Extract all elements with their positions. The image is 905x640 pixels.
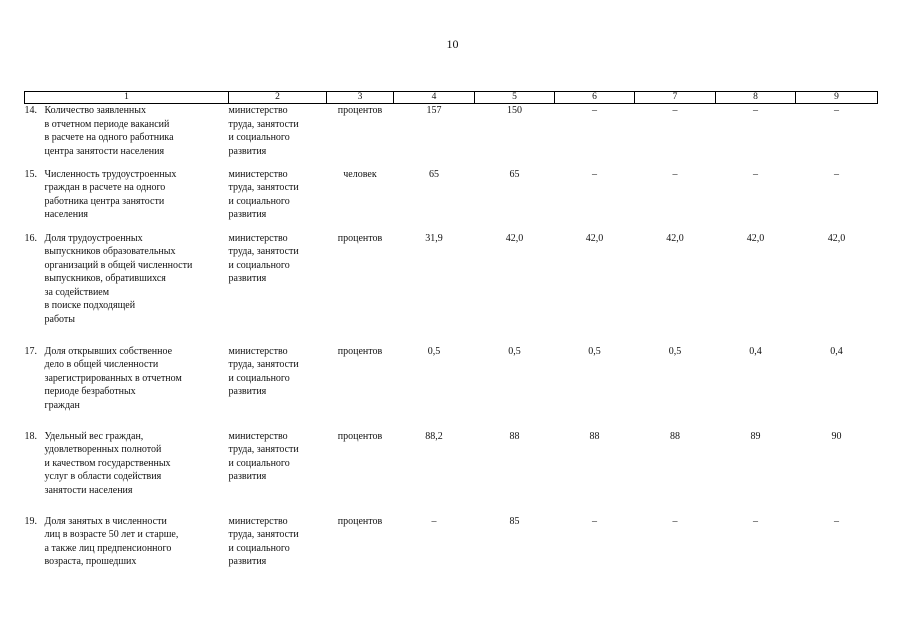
- ministry-line: труда, занятости: [228, 444, 299, 455]
- table-row: [25, 104, 878, 168]
- indicator-name-line: центра занятости населения: [44, 145, 165, 157]
- indicator-name: [45, 345, 229, 430]
- ministry-line: министерство: [228, 105, 288, 116]
- col-header-2: 2: [229, 92, 327, 104]
- col-header-4: 4: [394, 92, 475, 104]
- ministry-line: и социального: [228, 259, 290, 271]
- ministry-line: развития: [228, 556, 267, 567]
- value-col-9: 0,4: [830, 345, 843, 357]
- table-row: [25, 232, 878, 345]
- unit-of-measure: процентов: [337, 105, 383, 116]
- responsible-ministry: [229, 515, 327, 585]
- value-col-7: 88: [670, 430, 680, 442]
- ministry-line: и социального: [228, 542, 290, 554]
- ministry-line: труда, занятости: [228, 118, 299, 130]
- table-body: [25, 104, 878, 585]
- indicator-name-line: занятости населения: [44, 484, 133, 496]
- col-header-9: 9: [796, 92, 878, 104]
- ministry-line: министерство: [228, 430, 288, 442]
- value-col-7: 0,5: [668, 345, 682, 357]
- indicator-name-line: за содействием: [44, 286, 110, 298]
- ministry-line: развития: [228, 471, 267, 482]
- value-col-4: 31,9: [425, 232, 443, 244]
- value-col-4: 65: [429, 168, 439, 180]
- indicator-name-line: Доля занятых в численности: [44, 515, 167, 527]
- row-number: 19.: [24, 515, 37, 527]
- value-col-6: 88: [589, 430, 600, 442]
- indicator-name: [45, 104, 229, 168]
- indicator-name-line: Доля открывших собственное: [44, 345, 173, 357]
- row-number: 18.: [24, 430, 37, 442]
- value-col-6: 42,0: [585, 232, 604, 244]
- ministry-line: и социального: [228, 457, 290, 469]
- ministry-line: министерство: [228, 345, 288, 357]
- value-col-9: –: [834, 515, 839, 527]
- responsible-ministry: [229, 168, 327, 232]
- value-col-8: –: [753, 168, 758, 180]
- indicator-name-line: Количество заявленных: [44, 105, 146, 116]
- value-col-4: 88,2: [425, 430, 443, 442]
- ministry-line: министерство: [228, 515, 288, 527]
- unit-of-measure: человек: [343, 168, 377, 180]
- indicator-name-line: в отчетном периоде вакансий: [44, 118, 170, 130]
- indicator-name-line: работника центра занятости: [44, 195, 165, 207]
- indicator-name-line: Численность трудоустроенных: [44, 168, 177, 180]
- value-col-4: 0,5: [427, 345, 441, 357]
- ministry-line: развития: [228, 209, 267, 220]
- col-header-8: 8: [716, 92, 796, 104]
- indicator-name-line: Удельный вес граждан,: [44, 430, 144, 442]
- ministry-line: развития: [228, 386, 267, 397]
- table-row: [25, 168, 878, 232]
- indicator-name-line: населения: [44, 209, 89, 220]
- col-header-5: 5: [475, 92, 555, 104]
- value-col-6: –: [592, 168, 597, 180]
- value-col-5: 65: [509, 168, 520, 180]
- unit-of-measure: процентов: [337, 345, 383, 357]
- value-col-7: –: [672, 168, 678, 180]
- indicator-name-line: зарегистрированных в отчетном: [44, 372, 182, 384]
- unit-of-measure: процентов: [337, 430, 383, 442]
- indicator-name: [45, 515, 229, 585]
- value-col-7: –: [672, 105, 678, 116]
- value-col-6: –: [592, 515, 597, 527]
- indicator-name-line: организаций в общей численности: [44, 259, 193, 271]
- indicator-name-line: в расчете на одного работника: [44, 132, 174, 143]
- value-col-8: 89: [750, 430, 761, 442]
- ministry-line: и социального: [228, 372, 290, 384]
- indicator-name-line: граждан: [44, 399, 80, 411]
- col-header-6: 6: [555, 92, 635, 104]
- ministry-line: труда, занятости: [228, 529, 299, 540]
- indicator-name-line: выпускников образовательных: [44, 246, 176, 257]
- unit-of-measure: процентов: [337, 232, 383, 244]
- ministry-line: и социального: [228, 132, 290, 143]
- row-number: 16.: [24, 232, 37, 244]
- page-number: 10: [446, 37, 459, 51]
- table-row: [25, 345, 878, 430]
- indicator-name: [45, 232, 229, 345]
- indicator-name-line: а также лиц предпенсионного: [44, 542, 172, 554]
- col-header-1: 1: [25, 92, 229, 104]
- value-col-7: 42,0: [666, 232, 684, 244]
- row-number: 14.: [24, 105, 37, 116]
- col-header-7: 7: [635, 92, 716, 104]
- value-col-4: –: [431, 515, 437, 527]
- indicator-name-line: работы: [44, 313, 75, 325]
- value-col-5: 88: [509, 430, 520, 442]
- indicator-name-line: Доля трудоустроенных: [44, 232, 143, 244]
- ministry-line: труда, занятости: [228, 246, 299, 257]
- value-col-8: –: [753, 515, 758, 527]
- unit-of-measure: процентов: [337, 515, 383, 527]
- table-row: [25, 430, 878, 515]
- value-col-5: 85: [509, 515, 520, 527]
- value-col-6: –: [592, 105, 597, 116]
- responsible-ministry: [229, 430, 327, 515]
- row-number: 17.: [24, 345, 37, 357]
- value-col-8: –: [753, 105, 758, 116]
- value-col-5: 0,5: [508, 345, 521, 357]
- ministry-line: развития: [228, 273, 267, 284]
- ministry-line: министерство: [228, 232, 288, 244]
- ministry-line: труда, занятости: [228, 182, 299, 193]
- row-number: 15.: [24, 168, 37, 180]
- value-col-4: 157: [426, 105, 442, 116]
- ministry-line: труда, занятости: [228, 359, 299, 370]
- indicator-name-line: лиц в возрасте 50 лет и старше,: [44, 529, 179, 540]
- indicator-name-line: в поиске подходящей: [44, 300, 136, 311]
- responsible-ministry: [229, 232, 327, 345]
- value-col-9: 42,0: [827, 232, 846, 244]
- value-col-9: –: [834, 168, 839, 180]
- value-col-6: 0,5: [588, 345, 601, 357]
- indicator-name-line: периоде безработных: [44, 386, 136, 397]
- indicator-name-line: дело в общей численности: [44, 359, 159, 370]
- indicator-name: [45, 168, 229, 232]
- indicator-name-line: и качеством государственных: [44, 457, 171, 469]
- responsible-ministry: [229, 104, 327, 168]
- responsible-ministry: [229, 345, 327, 430]
- value-col-8: 42,0: [746, 232, 765, 244]
- ministry-line: и социального: [228, 195, 290, 207]
- value-col-5: 150: [507, 105, 522, 116]
- indicator-name-line: выпускников, обратившихся: [44, 273, 166, 284]
- indicator-name-line: услуг в области содействия: [44, 471, 162, 482]
- col-header-3: 3: [327, 92, 394, 104]
- value-col-8: 0,4: [749, 345, 762, 357]
- indicator-name: [45, 430, 229, 515]
- indicator-name-line: возраста, прошедших: [44, 556, 137, 567]
- value-col-5: 42,0: [505, 232, 524, 244]
- value-col-9: –: [834, 105, 839, 116]
- value-col-9: 90: [831, 430, 842, 442]
- indicators-table: [24, 91, 878, 585]
- indicator-name-line: граждан в расчете на одного: [44, 182, 166, 193]
- ministry-line: министерство: [228, 168, 288, 180]
- indicator-name-line: удовлетворенных полнотой: [44, 444, 162, 455]
- header-row: [25, 92, 878, 104]
- table-row: [25, 515, 878, 585]
- value-col-7: –: [672, 515, 678, 527]
- ministry-line: развития: [228, 145, 267, 157]
